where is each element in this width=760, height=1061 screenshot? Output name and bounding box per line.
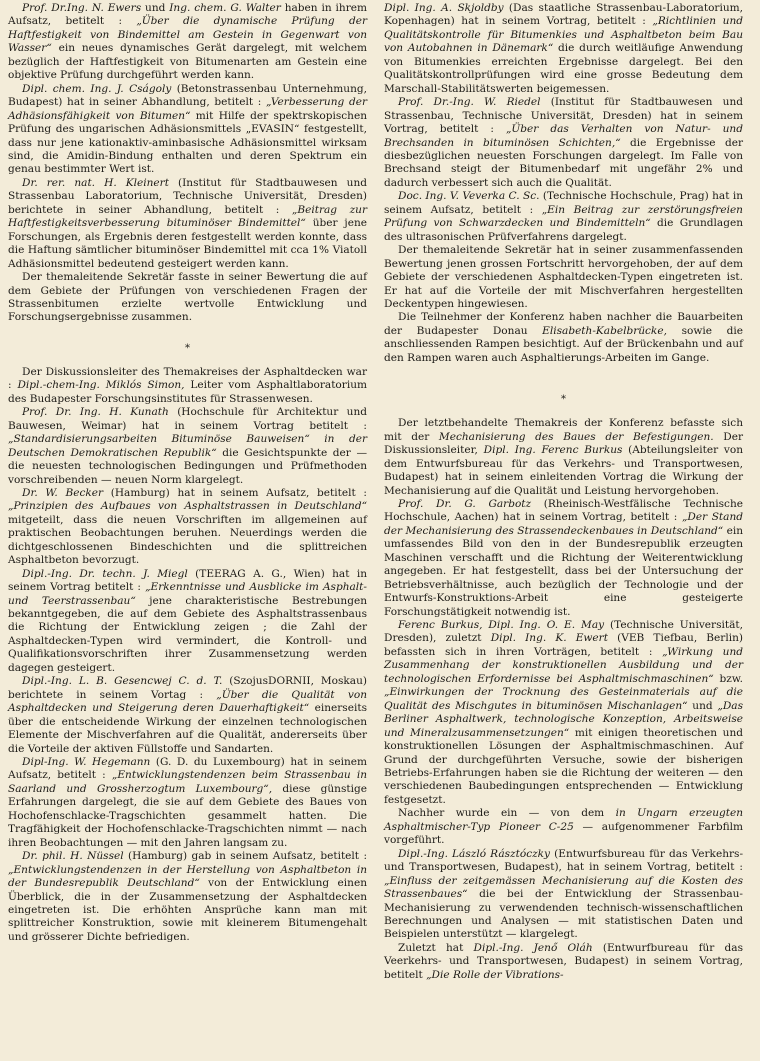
italic-run: „Das Berliner Asphaltwerk, technologische Konzeption, Arbeitsweise und Mineralzusammensetzungen“ (384, 699, 743, 739)
paragraph (384, 807, 743, 847)
italic-run: Prof. Dr. G. Garbotz (398, 497, 532, 510)
italic-run: Dipl.-Ing. L. B. Gesencwej C. d. T. (22, 675, 223, 688)
paragraph (384, 498, 743, 619)
italic-run: Dr. W. Becker (22, 486, 104, 499)
paragraph (384, 244, 743, 311)
paragraph (8, 406, 367, 487)
text-run: (G. D. du Luxembourg) hat in seinem Aufsatz, betitelt : (8, 756, 367, 782)
text-run: Leiter vom Asphaltlaboratorium des Budapester Forschungsinstitutes für Strassenwesen. (8, 379, 367, 405)
text-run: einerseits über die entscheidende Wirkung der einzelnen technologischen Elemente der Mischverfahren auf die Qualität, andererseits über die Vorteile der aktiven Füllstoffe und Sandarten. (8, 702, 367, 755)
italic-run: „Entwicklungstendenzen beim Strassenbau in Saarland und Grossherzogtum Luxembourg“, (8, 769, 367, 795)
text-run: die bei der Entwicklung der Strassenbau-Mechanisierung zu verwendenden technisch-wissenschaftlichen Berechnungen und Analysen — mit statistischen Daten und Beispielen unterstützt — klargelegt. (384, 888, 743, 941)
text-run: (Institut für Stadtbauwesen und Strassenbau, Technische Universität, Dresden) hat in seinem Vortrag, betitelt : (384, 96, 743, 136)
text-run: die Grundlagen des ultrasonischen Prüfverfahrens dargelegt. (384, 217, 743, 243)
text-run: von der Entwicklung einen Überblick, die in der Zusammensetzung der Asphaltdecken eingetreten ist. Die erhöhten Ansprüche kann man mit splittreicher Konstruktion, sowie mit kleinerem Bitumengehalt und grösserer Dichte befriedigen. (8, 877, 367, 943)
text-run: (Betonstrassenbau Unternehmung, Budapest) hat in seiner Abhandlung, betitelt : (8, 82, 367, 109)
right-column (384, 2, 743, 1061)
text-run: Der themaleitende Sekretär fasste in seiner Bewertung die auf dem Gebiete der Prüfungen von verschiedenen Fragen der Strassenbitumen erzielte wertvolle Entwicklung und Forschungsergebnisse zusammen. (8, 271, 367, 324)
paragraph (384, 2, 743, 96)
italic-run: Elisabeth-Kabelbrücke, (542, 324, 667, 337)
text-run: jene charakteristische Bestrebungen bekanntgegeben, die auf dem Gebiete des Asphaltstrassenbaus die Richtung der Entwicklung zeigen ; die Zahl der Asphaltdecken-Typen wird vermindert, die Kontroll- und Qualifikationsvorschriften ihrer Zusammensetzung werden dagegen gesteigert. (8, 594, 367, 674)
left-column (8, 2, 367, 1061)
italic-run: „Richtlinien und Qualitätskontrolle für Bitumenkies und Asphaltbeton beim Bau von Autobahnen in Dänemark“ (384, 15, 743, 55)
italic-run: Prof. Dr.Ing. N. Ewers (22, 2, 142, 14)
paragraph (8, 177, 367, 271)
text-run: und (687, 699, 718, 712)
text-run: mitgeteilt, dass die neuen Vorschriften im allgemeinen auf praktischen Beobachtungen beruhen. Neuerdings werden die dichtgeschlossenen Bindeschichten und die splittreichen Asphaltbeton bevorzugt. (8, 513, 367, 567)
text-run: sowie die anschliessenden Rampen besichtigt. Auf der Brückenbahn und auf den Rampen waren auch Asphaltierungs-Arbeiten im Gange. (384, 324, 743, 364)
text-run: Die Teilnehmer der Konferenz haben nachher die Bauarbeiten der Budapester Donau (384, 311, 743, 337)
paragraph (8, 487, 367, 568)
text-run: Zuletzt hat (398, 941, 474, 954)
text-run: — aufgenommener Farbfilm vorgeführt. (384, 820, 744, 847)
italic-run: in Ungarn erzeugten Asphaltmischer-Typ Pioneer C-25 (384, 807, 744, 833)
paragraph (8, 675, 367, 756)
paragraph (384, 942, 743, 982)
italic-run: Dipl. chem. Ing. J. Cságoly (22, 82, 172, 95)
section-separator: * (561, 394, 566, 406)
text-run: die durch weitläufige Anwendung von Bitumenkies erreichten Ergebnisse dargelegt. Bei den Qualitätskontrollprüfungen wird eine grosse Bedeutung dem Marschall-Stabilitätswerten beigemessen. (384, 42, 743, 95)
paragraph (384, 417, 743, 498)
paragraph (8, 366, 367, 406)
italic-run: Dipl. Ing. A. Skjoldby (384, 2, 504, 14)
italic-run: „Prinzipien des Aufbaues von Asphaltstrassen in Deutschland“ (8, 500, 367, 513)
section-separator: * (185, 342, 190, 354)
italic-run: „Der Stand der Mechanisierung des Strassendeckenbaues in Deutschland“ (384, 511, 744, 537)
italic-run: Dipl-Ing. W. Hegemann (22, 756, 151, 769)
text-run: Der letztbehandelte Themakreis der Konferenz befasste sich mit der (384, 417, 743, 443)
italic-run: „Verbesserung der Adhäsionsfähigkeit von Bitumen“ (8, 96, 367, 122)
text-run: (Hamburg) gab in seinem Aufsatz, betitelt : (123, 850, 368, 863)
text-run: Der Diskussionsleiter des Themakreises der Asphaltdecken war : (8, 365, 367, 392)
italic-run: „Erkenntnisse und Ausblicke im Asphalt- und Teerstrassenbau“ (8, 581, 367, 607)
paragraph (8, 850, 367, 944)
text-run: Der Diskussionsleiter, (384, 430, 743, 457)
italic-run: „Die Rolle der Vibrations- (426, 968, 564, 981)
text-run: bzw. (713, 672, 743, 685)
text-run: (Hamburg) hat in seinem Aufsatz, betitelt : (103, 486, 367, 499)
text-run: über jene Forschungen, als Ergebnis deren festgestellt werden konnte, dass die Haftung sämtlicher bituminöser Bindemittel mit cca 1% Viatoll Adhäsionsmittel bedeutend gesteigert werden kann. (8, 217, 367, 270)
text-run: Nachher wurde ein — von dem (398, 807, 616, 820)
italic-run: „Über das Verhalten von Natur- und Brechsanden in bituminösen Schichten,“ (384, 123, 743, 149)
paragraph (8, 568, 367, 676)
italic-run: „Über die Qualität von Asphaltdecken und Steigerung deren Dauerhaftigkeit“ (8, 688, 367, 715)
text-run: (Technische Hochschule, Prag) hat in seinem Aufsatz, betitelt : (384, 190, 743, 216)
text-run: (Entwurfsbureau für das Verkehrs- und Transportwesen, Budapest), hat in seinem Vortrag, betitelt : (384, 847, 744, 874)
italic-run: „Standardisierungsarbeiten Bituminöse Bauweisen“ in der Deutschen Demokratischen Republik“ (8, 433, 367, 459)
text-run: (Entwurfbureau für das Veerkehrs- und Transportwesen, Budapest) in seinem Vortrag, betitelt (384, 941, 743, 981)
text-run: (Das staatliche Strassenbau-Laboratorium, Kopenhagen) hat in seinem Vortrag, betitelt : (384, 2, 743, 28)
paragraph (8, 83, 367, 177)
italic-run: „Einfluss der zeitgemässen Mechanisierung auf die Kosten des Strassenbaues“ (384, 874, 743, 901)
italic-run: Dipl. Ing. Ferenc Burkus (483, 444, 623, 457)
left-section-2 (8, 366, 367, 944)
italic-run: Dr. phil. H. Nüssel (22, 850, 124, 863)
paragraph (384, 190, 743, 244)
paragraph (384, 619, 743, 807)
italic-run: Dipl.-chem-Ing. Miklós Simon, (17, 379, 185, 392)
paragraph (384, 96, 743, 190)
italic-run: Doc. Ing. V. Veverka C. Sc. (398, 190, 540, 203)
italic-run: Mechanisierung des Baues der Befestigungen. (438, 430, 714, 443)
text-run: diese günstige Erfahrungen dargelegt, die sie auf dem Gebiete des Baues von Hochofenschlacke-Tragschichten gesammelt hatten. Die Tragfähigkeit der Hochofenschlacke-Tragschichten nimmt — nach ihren Beobachtungen — mit den Jahren langsam zu. (8, 782, 367, 849)
text-run: ein neues dynamisches Gerät dargelegt, mit welchem bezüglich der Haftfestigkeit von Bitumenarten am Gestein eine objektive Prüfung durchgeführt werden kann. (8, 42, 367, 82)
paragraph (384, 311, 743, 365)
right-section-1 (384, 2, 743, 365)
text-run: ein umfassendes Bild von den in der Bundesrepublik erzeugten Maschinen verschafft und die Richtung der Weiterentwicklung angegeben. Er hat festgestellt, dass bei der Untersuchung der Betriebsverhältnisse, auch bezüglich der Technologie und der Entwurfs-Konstruktions-Arbeit eine gesteigerte Forschungstätigkeit notwendig ist. (384, 524, 743, 618)
paragraph (384, 848, 743, 942)
italic-run: Dr. rer. nat. H. Kleinert (22, 176, 169, 189)
left-section-1 (8, 2, 367, 325)
text-run: (Rheinisch-Westfälische Technische Hochschule, Aachen) hat in seinem Vortrag, betitelt : (384, 497, 744, 524)
italic-run: Prof. Dr. Ing. H. Kunath (22, 406, 169, 419)
italic-run: „Wirkung und Zusammenhang der konstruktionellen Ausbildung und der technologischen Erfordernisse bei Asphaltmischmaschinen“ (384, 645, 744, 685)
paragraph (8, 756, 367, 850)
italic-run: „Entwicklungstendenzen in der Herstellung von Asphaltbeton in der Bundesrepublik Deutschland“ (8, 863, 367, 890)
paragraph (8, 2, 367, 83)
text-run: die Ergebnisse der diesbezüglichen neuesten Forschungen dargelegt. Im Falle von Brechsand steigt der Bitumenbedarf mit ungefähr 2% und dadurch verbessert sich auch die Qualität. (384, 136, 743, 189)
italic-run: Dipl.-Ing. László Rásztóczky (398, 847, 551, 860)
text-run: (Hochschule für Architektur und Bauwesen, Weimar) hat in seinem Vortrag betitelt : (8, 406, 367, 432)
text-run: die Gesichtspunkte der — die neuesten technologischen Bedingungen und Prüfmethoden vorschreibenden — neuen Norm klargelegt. (8, 446, 367, 486)
italic-run: „Beitrag zur Haftfestigkeitsverbesserung bituminöser Bindemittel“ (8, 203, 367, 230)
text-run: und (141, 2, 170, 14)
italic-run: Ferenc Burkus, Dipl. Ing. O. E. May (398, 619, 605, 632)
text-run: (VEB Tiefbau, Berlin) befassten sich in ihren Vorträgen, betitelt : (384, 632, 743, 658)
text-run: haben in ihrem Aufsatz, betitelt : (8, 2, 367, 28)
italic-run: Prof. Dr.-Ing. W. Riedel (398, 96, 541, 109)
italic-run: Ing. chem. G. Walter (169, 2, 281, 14)
text-run: (Institut für Stadtbauwesen und Strassenbau Laboratorium, Technische Universität, Dresden) berichtete in seiner Abhandlung, betitelt : (8, 176, 367, 216)
text-run: (SzojusDORNII, Moskau) berichtete in seinem Vortag : (8, 675, 367, 701)
text-run: (TEERAG A. G., Wien) hat in seinem Vortrag betitelt : (8, 567, 367, 594)
italic-run: „Einwirkungen der Trocknung des Gesteinmaterials auf die Qualität des Mischgutes in bituminösen Mischanlagen“ (384, 686, 743, 712)
column-gap (384, 365, 743, 394)
text-run: (Abteilungsleiter von dem Entwurfsbureau für das Verkehrs- und Transportwesen, Budapest) hat in seinem einleitenden Vortrag die Wirkung der Mechanisierung auf die Qualität und Leistung hervorgehoben. (384, 444, 743, 497)
text-run: (Technische Universität, Dresden), zuletzt (384, 619, 743, 645)
paragraph (8, 271, 367, 325)
right-section-2 (384, 417, 743, 982)
italic-run: Dipl.-Ing. Dr. techn. J. Miegl (22, 567, 188, 580)
italic-run: „Ein Beitrag zur zerstörungsfreien Prüfung von Schwarzdecken und Bindemitteln“ (384, 203, 743, 230)
italic-run: „Über die dynamische Prüfung der Haftfestigkeit von Bindemittel am Gestein in Gegenwart von Wasser“ (8, 15, 368, 55)
italic-run: Dipl. Ing. K. Ewert (490, 632, 608, 645)
text-run: mit Hilfe der spektrskopischen Prüfung des ungarischen Adhäsionsmittels „EVASIN“ festgestellt, dass nur jene kationaktiv-aminbasische Adhäsionsmittel wirksam sind, die Amidin-Bindung enthalten und deren Spektrum ein genau bestimmter Wert ist. (8, 109, 367, 176)
italic-run: Dipl.-Ing. Jenő Oláh (473, 941, 593, 954)
text-run: Der themaleitende Sekretär hat in seiner zusammenfassenden Bewertung jenen grossen Fortschritt hervorgehoben, der auf dem Gebiete der verschiedenen Asphaltdecken-Typen eingetreten ist. Er hat auf die Vorteile der mit Mischverfahren hergestellten Deckentypen hingewiesen. (384, 244, 743, 310)
text-run: mit einigen theoretischen und konstruktionellen Lösungen der Asphaltmischmaschinen. Auf Grund der durchgeführten Versuche, sowie der bisherigen Betriebs-Erfahrungen haben sie die Richtung der weiteren — den verschiedenen Baubedingungen entsprechenden — Entwicklung festgesetzt. (384, 726, 743, 806)
